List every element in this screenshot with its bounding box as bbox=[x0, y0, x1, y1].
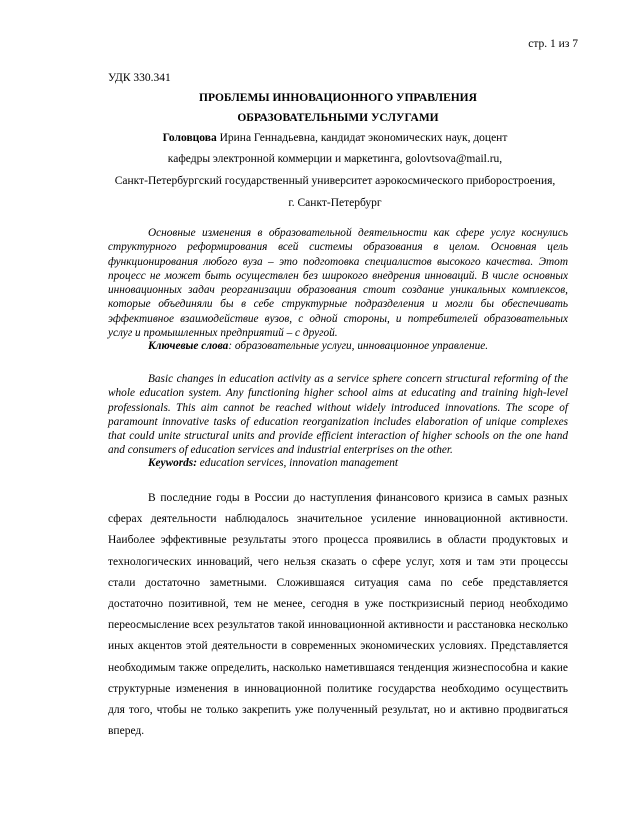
author-line bbox=[80, 132, 590, 144]
keywords-label-russian: Ключевые слова bbox=[148, 340, 229, 352]
abstract-english: Basic changes in education activity as a service sphere concern structural reforming of the whole education system. Any functioning higher school aims at educating and training high-level professionals. This aim cannot be reached without widely introduced innovations. The scope of paramount innovative tasks of education reorganization includes elaboration of unique complexes that could unite structural units and provide efficient interaction of higher schools on the one hand and consumers of education services and industrial enterprises on the other. bbox=[108, 373, 568, 457]
article-title-line-2: ОБРАЗОВАТЕЛЬНЫМИ УСЛУГАМИ bbox=[237, 112, 439, 124]
abstract-russian: Основные изменения в образовательной деятельности как сфере услуг коснулись структурного реформирования всей системы образования в целом. Основная цель функционирования любого вуза – это подготовка специалистов высокого качества. Этот процесс не может быть осуществлен без широкого внедрения инноваций. В числе основных инновационных задач реорганизации образования стоит создание уникальных комплексов, которые объединяли бы в себе структурные подразделения и могли бы обеспечивать эффективное взаимодействие вузов, с одной стороны, и потребителей образовательных услуг и промышленных предприятий – с другой. bbox=[108, 227, 568, 340]
udk-code: УДК 330.341 bbox=[108, 72, 171, 84]
keywords-text-english: education services, innovation management bbox=[196, 457, 399, 469]
author-university: Санкт-Петербургский государственный университет аэрокосмического приборостроения, bbox=[114, 175, 556, 187]
keywords-english bbox=[148, 457, 398, 469]
body-paragraph: В последние годы в России до наступления финансового кризиса в самых разных сферах деятельности наблюдалось значительное усиление инновационной активности. Наиболее эффективные результаты этого процесса проявились в области продуктовых и технологических инноваций, чего нельзя сказать о сфере услуг, хотя и там эти процессы стали достаточно заметными. Сложившаяся ситуация сама по себе представляется достаточно позитивной, тем не менее, сегодня в уже посткризисный период необходимо переосмысление всех результатов такой инновационной активности и расстановка несколько иных акцентов этой деятельности в современных экономических условиях. Представляется необходимым также определить, насколько наметившаяся тенденция жизнеспособна и какие структурные изменения в инновационной политике государства необходимо осуществить для того, чтобы не только закрепить уже полученный результат, но и активно продвигаться вперед. bbox=[108, 492, 568, 738]
page-number: стр. 1 из 7 bbox=[528, 38, 578, 50]
author-details: Ирина Геннадьевна, кандидат экономических наук, доцент bbox=[216, 132, 508, 144]
author-department: кафедры электронной коммерции и маркетинга, golovtsova@mail.ru, bbox=[167, 153, 503, 165]
article-title-line-1: ПРОБЛЕМЫ ИННОВАЦИОННОГО УПРАВЛЕНИЯ bbox=[199, 92, 477, 104]
author-city: г. Санкт-Петербург bbox=[288, 197, 382, 209]
keywords-text-russian: : образовательные услуги, инновационное управление. bbox=[228, 340, 489, 352]
author-surname: Головцова bbox=[162, 132, 217, 144]
keywords-label-english: Keywords: bbox=[148, 457, 197, 469]
keywords-russian bbox=[148, 340, 488, 352]
